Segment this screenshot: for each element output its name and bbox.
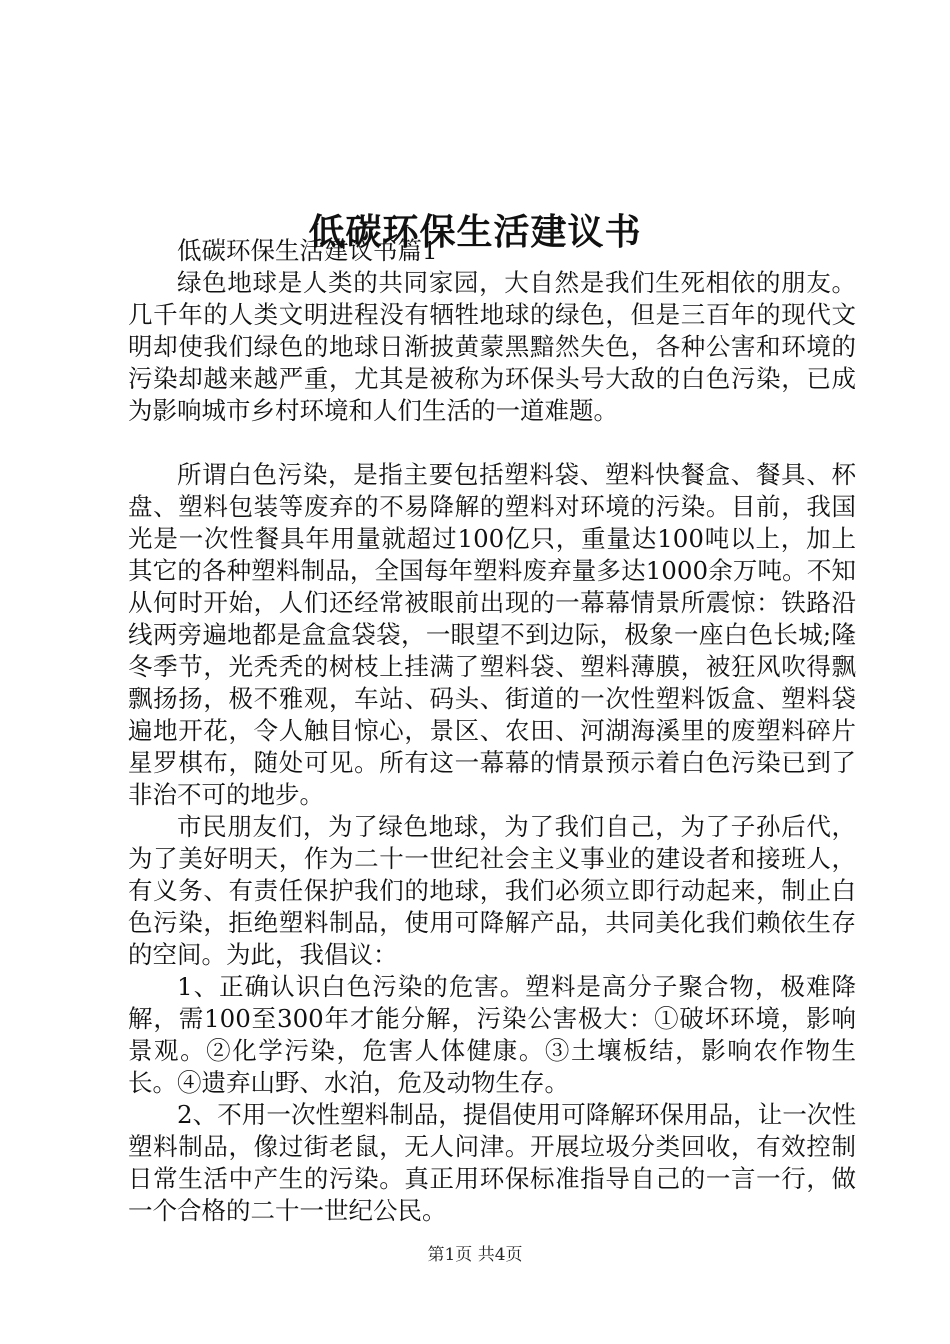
paragraph-intro: 绿色地球是人类的共同家园，大自然是我们生死相依的朋友。几千年的人类文明进程没有牺牲地球的绿色，但是三百年的现代文明却使我们绿色的地球日渐披黄蒙黑黯然失色，各种公害和环境的污染却越来越严重，尤其是被称为环保头号大敌的白色污染，已成为影响城市乡村环境和人们生活的一道难题。 <box>128 268 856 425</box>
paragraph-proposal-2: 2、不用一次性塑料制品，提倡使用可降解环保用品，让一次性塑料制品，像过街老鼠，无人问津。开展垃圾分类回收，有效控制日常生活中产生的污染。真正用环保标准指导自己的一言一行，做一个合格的二十一世纪公民。 <box>128 1100 856 1225</box>
paragraph-proposal-1: 1、正确认识白色污染的危害。塑料是高分子聚合物，极难降解，需100至300年才能分解，污染公害极大：①破坏环境，影响景观。②化学污染，危害人体健康。③土壤板结，影响农作物生长。④遗弃山野、水泊，危及动物生存。 <box>128 972 856 1097</box>
paragraph-white-pollution: 所谓白色污染，是指主要包括塑料袋、塑料快餐盒、餐具、杯盘、塑料包装等废弃的不易降解的塑料对环境的污染。目前，我国光是一次性餐具年用量就超过100亿只，重量达100吨以上，加上其它的各种塑料制品，全国每年塑料废弃量多达1000余万吨。不知从何时开始，人们还经常被眼前出现的一幕幕情景所震惊：铁路沿线两旁遍地都是盒盒袋袋，一眼望不到边际，极象一座白色长城;隆冬季节，光秃秃的树枝上挂满了塑料袋、塑料薄膜，被狂风吹得飘飘扬扬，极不雅观，车站、码头、街道的一次性塑料饭盒、塑料袋遍地开花，令人触目惊心，景区、农田、河湖海溪里的废塑料碎片星罗棋布，随处可见。所有这一幕幕的情景预示着白色污染已到了非治不可的地步。 <box>128 460 856 809</box>
document-body <box>128 235 856 1227</box>
page-footer: 第1页 共4页 <box>427 1245 523 1265</box>
section-heading: 低碳环保生活建议书篇1 <box>177 236 438 265</box>
document-title: 低碳环保生活建议书 <box>308 211 642 254</box>
paragraph-appeal: 市民朋友们，为了绿色地球，为了我们自己，为了子孙后代，为了美好明天，作为二十一世纪社会主义事业的建设者和接班人，有义务、有责任保护我们的地球，我们必须立即行动起来，制止白色污染，拒绝塑料制品，使用可降解产品，共同美化我们赖依生存的空间。为此，我倡议： <box>128 812 856 969</box>
